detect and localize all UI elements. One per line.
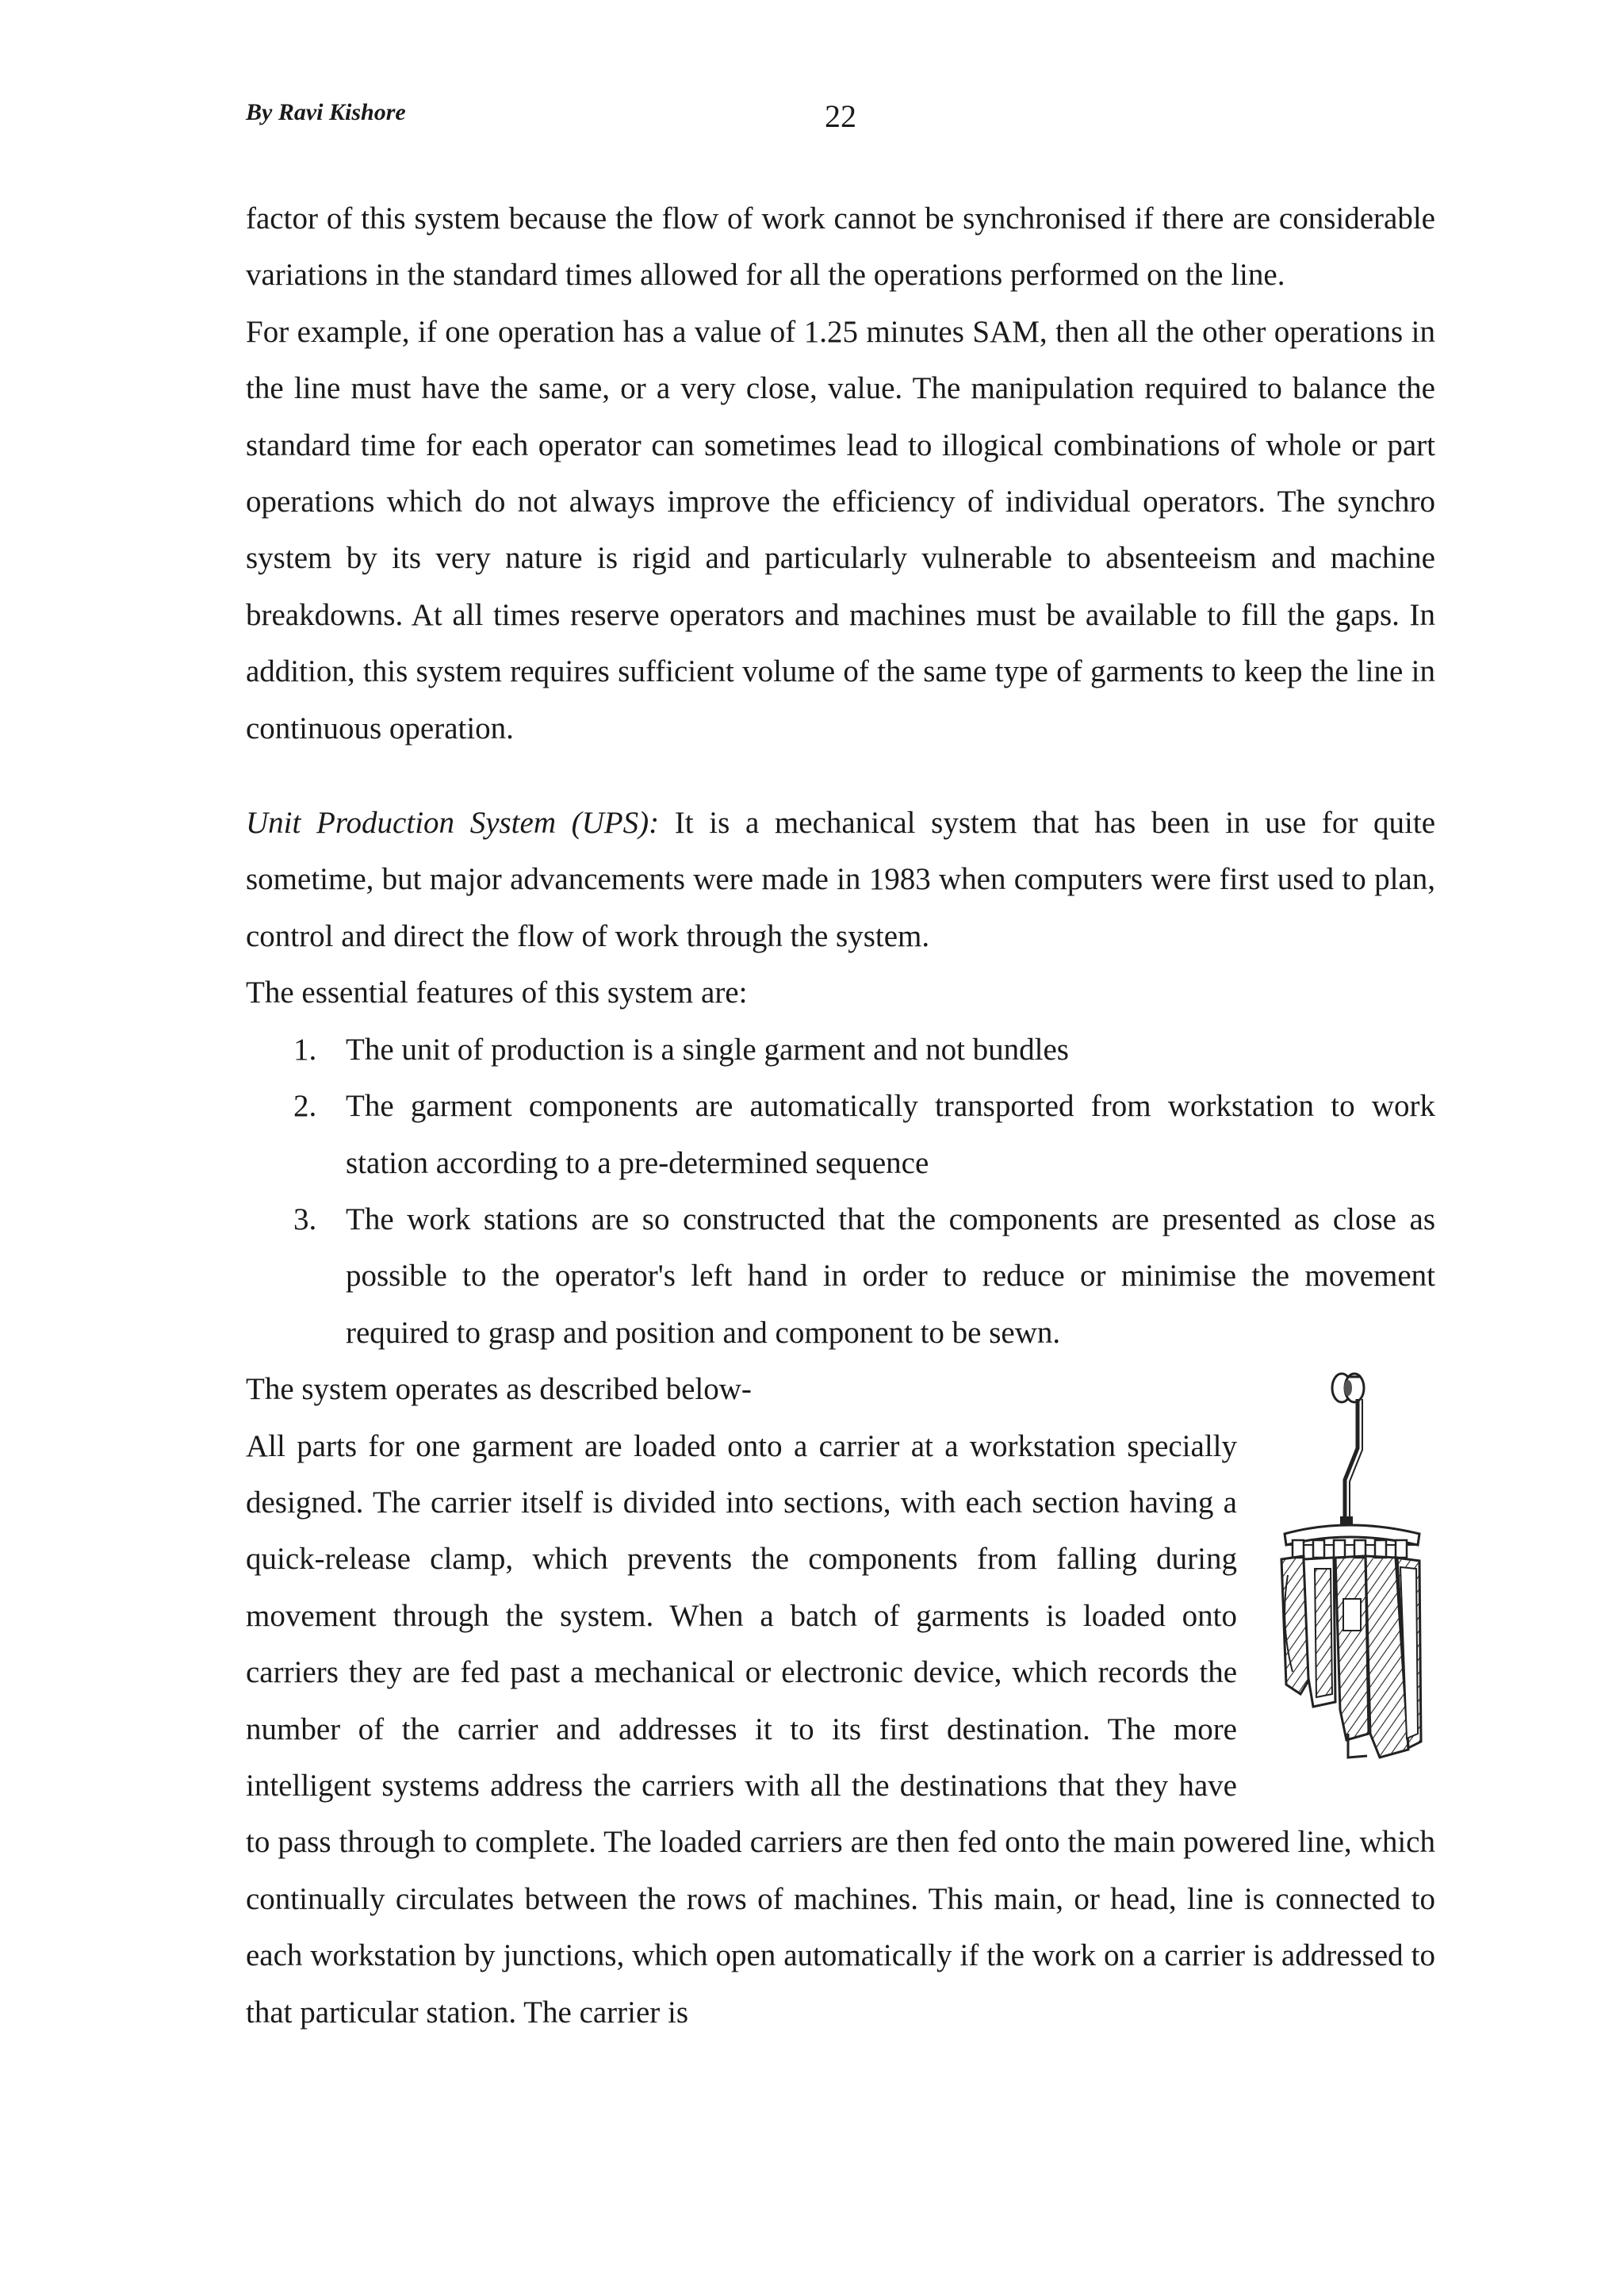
list-item-text: The unit of production is a single garment and not bundles — [346, 1032, 1069, 1067]
paragraph-ups — [246, 795, 1435, 964]
paragraph-sam-example: For example, if one operation has a value of 1.25 minutes SAM, then all the other operations in the line must have the same, or a very close, value. The manipulation required to balance the standard time for each operator can sometimes lead to illogical combinations of whole or part operations which do not always improve the efficiency of individual operators. The synchro system by its very nature is rigid and particularly vulnerable to absenteeism and machine breakdowns. At all times reserve operators and machines must be available to fill the gaps. In addition, this system requires sufficient volume of the same type of garments to keep the line in continuous operation. — [246, 314, 1435, 746]
list-item — [246, 1191, 1435, 1361]
list-item — [246, 1078, 1435, 1191]
list-item-text: The work stations are so constructed that the components are presented as close as possible to the operator's left hand in order to reduce or minimise the movement required to grasp and position and component to be sewn. — [346, 1202, 1435, 1350]
list-item-text: The garment components are automatically transported from workstation to work station according to a pre-determined sequence — [346, 1089, 1435, 1180]
body-text — [246, 190, 1435, 2041]
list-item-number: 1. — [293, 1032, 317, 1067]
ups-heading: Unit Production System (UPS): — [246, 806, 660, 841]
operates-intro: The system operates as described below- — [246, 1372, 752, 1407]
garment-carrier-icon — [1269, 1361, 1435, 1765]
ups-description: It is a mechanical system that has been in use for quite sometime, but major advancements were made in 1983 when computers were first used to plan, control and direct the flow of work through the system. — [246, 806, 1436, 953]
features-intro: The essential features of this system are: — [246, 976, 748, 1010]
page-number: 22 — [825, 98, 856, 134]
paragraph-carrier-process: All parts for one garment are loaded onto a carrier at a workstation specially designed. The carrier itself is divided into sections, with each section having a quick-release clamp, which prevents the components from falling during movement through the system. When a batch of garments is loaded onto carriers they are fed past a mechanical or electronic device, which records the number of the carrier and addresses it to its first destination. The more intelligent systems address the carriers with all the destinations that they have to pass through to complete. The loaded carriers are then fed onto the main powered line, which continually circulates between the rows of machines. This main, or head, line is connected to each workstation by junctions, which open automatically if the work on a carrier is addressed to that particular station. The carrier is — [246, 1428, 1435, 2030]
list-item-number: 2. — [293, 1089, 317, 1124]
author-header: By Ravi Kishore — [246, 99, 406, 125]
paragraph-synchro-continued: factor of this system because the flow of work cannot be synchronised if there are considerable variations in the standard times allowed for all the operations performed on the line. — [246, 201, 1435, 293]
features-list — [246, 1022, 1435, 1361]
garment-carrier-figure — [1269, 1361, 1435, 1765]
list-item-number: 3. — [293, 1202, 317, 1236]
paragraph-spacer — [246, 757, 1435, 795]
carrier-section — [246, 1361, 1435, 2041]
list-item — [246, 1022, 1435, 1078]
